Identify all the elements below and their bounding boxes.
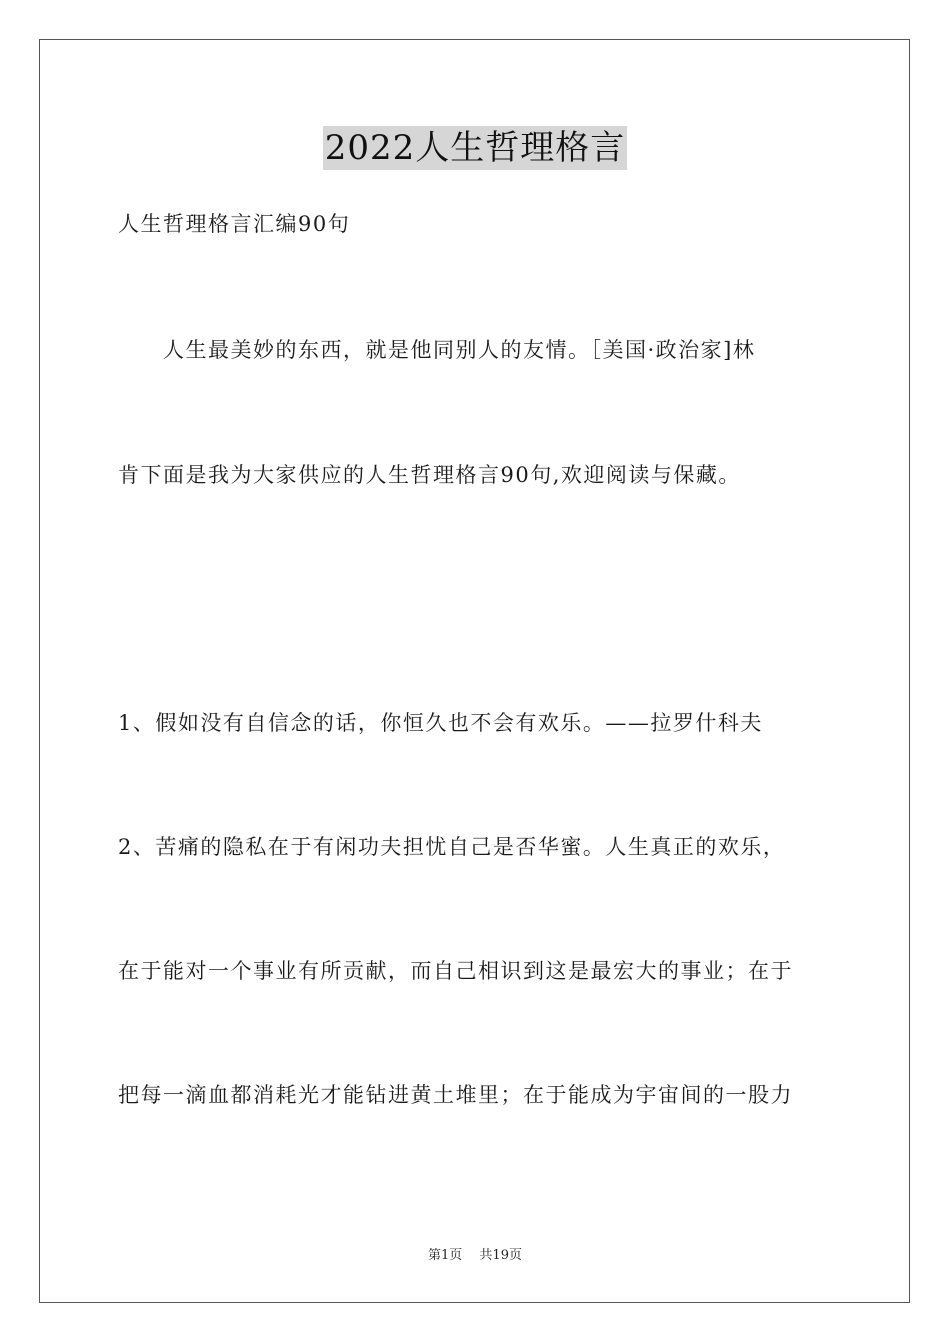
page-number-footer: 第1页 共19页 — [428, 1248, 522, 1263]
paragraph-line: 在于能对一个事业有所贡献，而自己相识到这是最宏大的事业；在于 — [118, 959, 793, 983]
paragraph-line: 肯下面是我为大家供应的人生哲理格言90句,欢迎阅读与保藏。 — [118, 463, 741, 487]
title-container — [0, 126, 950, 170]
document-title: 2022人生哲理格言 — [324, 128, 626, 168]
paragraph-line: 把每一滴血都消耗光才能钻进黄土堆里；在于能成为宇宙间的一股力 — [118, 1083, 793, 1107]
paragraph-line: 2、苦痛的隐私在于有闲功夫担忧自己是否华蜜。人生真正的欢乐， — [118, 835, 786, 859]
paragraph-line: 1、假如没有自信念的话，你恒久也不会有欢乐。——拉罗什科夫 — [118, 711, 763, 735]
paragraph-line: 人生最美妙的东西，就是他同别人的友情。［美国·政治家]林 — [118, 338, 756, 362]
document-subtitle: 人生哲理格言汇编90句 — [118, 212, 351, 236]
